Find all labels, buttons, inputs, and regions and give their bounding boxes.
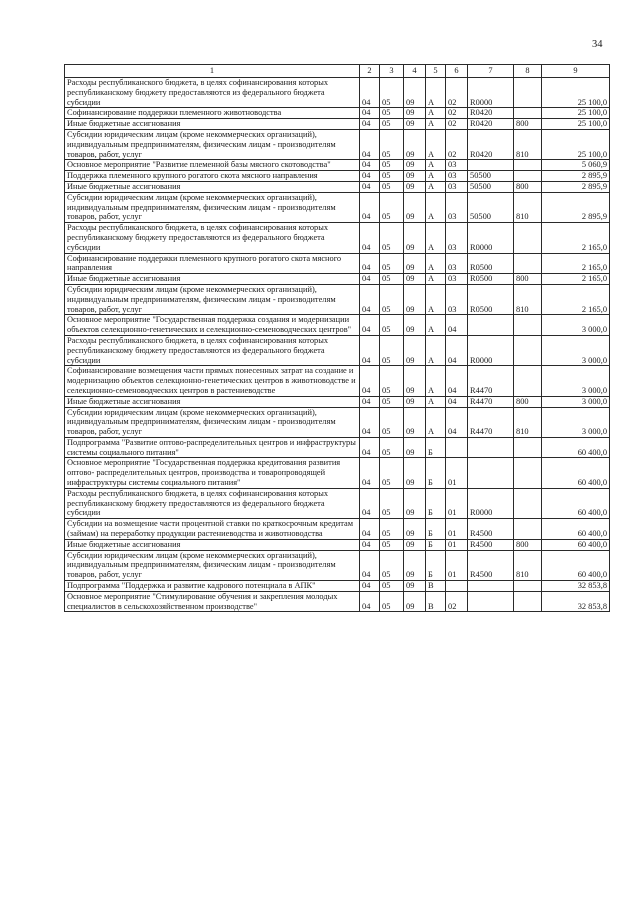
row-code-cell: 05: [380, 253, 404, 274]
row-code-cell: [514, 488, 542, 518]
row-code-cell: [514, 437, 542, 458]
row-amount-cell: 60 400,0: [542, 437, 610, 458]
row-code-cell: 810: [514, 129, 542, 159]
row-code-cell: А: [426, 274, 446, 285]
table-body: [65, 78, 610, 612]
row-code-cell: [468, 315, 514, 336]
row-code-cell: А: [426, 119, 446, 130]
row-amount-cell: 60 400,0: [542, 488, 610, 518]
row-code-cell: 01: [446, 539, 468, 550]
column-header: 3: [380, 65, 404, 78]
table-row: [65, 407, 610, 437]
row-code-cell: [468, 458, 514, 488]
row-code-cell: 04: [360, 366, 380, 396]
row-code-cell: [514, 335, 542, 365]
row-code-cell: 05: [380, 78, 404, 108]
table-row: [65, 284, 610, 314]
row-code-cell: 05: [380, 581, 404, 592]
row-code-cell: 09: [404, 458, 426, 488]
row-code-cell: А: [426, 171, 446, 182]
row-code-cell: 05: [380, 550, 404, 580]
row-amount-cell: 25 100,0: [542, 108, 610, 119]
row-code-cell: 01: [446, 519, 468, 540]
table-row: [65, 366, 610, 396]
row-code-cell: 04: [360, 108, 380, 119]
row-code-cell: 09: [404, 315, 426, 336]
row-name-cell: Софинансирование поддержки племенного крупного рогатого скота мясного направления: [65, 253, 360, 274]
row-name-cell: Подпрограмма "Поддержка и развитие кадрового потенциала в АПК": [65, 581, 360, 592]
row-code-cell: А: [426, 253, 446, 274]
row-amount-cell: 3 000,0: [542, 366, 610, 396]
row-code-cell: 02: [446, 78, 468, 108]
row-code-cell: [468, 591, 514, 612]
row-code-cell: 02: [446, 591, 468, 612]
row-amount-cell: 25 100,0: [542, 78, 610, 108]
row-code-cell: 09: [404, 407, 426, 437]
row-code-cell: R0500: [468, 274, 514, 285]
row-code-cell: 04: [360, 407, 380, 437]
row-code-cell: 04: [360, 550, 380, 580]
row-code-cell: R4500: [468, 539, 514, 550]
table-row: [65, 192, 610, 222]
row-code-cell: 04: [360, 119, 380, 130]
row-amount-cell: 2 165,0: [542, 274, 610, 285]
row-code-cell: 09: [404, 581, 426, 592]
row-amount-cell: 3 000,0: [542, 315, 610, 336]
row-code-cell: А: [426, 407, 446, 437]
row-code-cell: А: [426, 284, 446, 314]
row-code-cell: R0000: [468, 78, 514, 108]
row-code-cell: [468, 437, 514, 458]
row-code-cell: 04: [360, 335, 380, 365]
row-code-cell: 03: [446, 171, 468, 182]
row-code-cell: 04: [360, 160, 380, 171]
row-code-cell: 09: [404, 171, 426, 182]
row-amount-cell: 60 400,0: [542, 519, 610, 540]
row-code-cell: R0420: [468, 108, 514, 119]
row-code-cell: 05: [380, 539, 404, 550]
row-code-cell: [514, 108, 542, 119]
table-row: [65, 160, 610, 171]
table-row: [65, 181, 610, 192]
table-row: [65, 78, 610, 108]
row-amount-cell: 2 165,0: [542, 253, 610, 274]
row-code-cell: А: [426, 192, 446, 222]
header-row: [65, 65, 610, 78]
row-code-cell: Б: [426, 437, 446, 458]
row-amount-cell: 2 895,9: [542, 171, 610, 182]
table-row: [65, 591, 610, 612]
row-code-cell: 05: [380, 171, 404, 182]
row-code-cell: R4500: [468, 519, 514, 540]
row-code-cell: [468, 160, 514, 171]
row-name-cell: Субсидии юридическим лицам (кроме некоммерческих организаций), индивидуальным предпринимателям, физическим лицам - производителям товаров, работ, услуг: [65, 284, 360, 314]
column-header: 1: [65, 65, 360, 78]
row-code-cell: 50500: [468, 171, 514, 182]
row-code-cell: 04: [446, 366, 468, 396]
row-code-cell: А: [426, 181, 446, 192]
row-code-cell: [468, 581, 514, 592]
row-code-cell: 05: [380, 108, 404, 119]
table-row: [65, 550, 610, 580]
row-code-cell: [514, 366, 542, 396]
budget-table: [64, 64, 610, 612]
column-header: 2: [360, 65, 380, 78]
row-code-cell: 04: [360, 253, 380, 274]
row-name-cell: Основное мероприятие "Развитие племенной базы мясного скотоводства": [65, 160, 360, 171]
row-code-cell: 05: [380, 284, 404, 314]
row-code-cell: А: [426, 396, 446, 407]
row-code-cell: 01: [446, 550, 468, 580]
row-code-cell: 09: [404, 396, 426, 407]
row-code-cell: 03: [446, 160, 468, 171]
row-code-cell: [514, 591, 542, 612]
row-code-cell: 05: [380, 407, 404, 437]
row-code-cell: 04: [446, 335, 468, 365]
row-code-cell: R0500: [468, 284, 514, 314]
row-code-cell: R0420: [468, 129, 514, 159]
row-name-cell: Иные бюджетные ассигнования: [65, 119, 360, 130]
row-code-cell: 09: [404, 181, 426, 192]
row-name-cell: Субсидии юридическим лицам (кроме некоммерческих организаций), индивидуальным предпринимателям, физическим лицам - производителям товаров, работ, услуг: [65, 550, 360, 580]
table-row: [65, 539, 610, 550]
row-code-cell: 04: [360, 488, 380, 518]
row-code-cell: 800: [514, 119, 542, 130]
row-amount-cell: 3 000,0: [542, 396, 610, 407]
column-header: 8: [514, 65, 542, 78]
page-number: 34: [592, 39, 603, 50]
row-amount-cell: 2 165,0: [542, 223, 610, 253]
row-code-cell: [514, 223, 542, 253]
table-row: [65, 223, 610, 253]
row-code-cell: 810: [514, 284, 542, 314]
row-amount-cell: 2 895,9: [542, 192, 610, 222]
row-code-cell: А: [426, 223, 446, 253]
row-name-cell: Расходы республиканского бюджета, в целях софинансирования которых республиканскому бюджету предоставляются из федерального бюджета субсидии: [65, 335, 360, 365]
row-code-cell: 03: [446, 284, 468, 314]
row-name-cell: Иные бюджетные ассигнования: [65, 181, 360, 192]
row-name-cell: Подпрограмма "Развитие оптово-распределительных центров и инфраструктуры системы социального питания": [65, 437, 360, 458]
row-code-cell: 09: [404, 108, 426, 119]
table-row: [65, 335, 610, 365]
row-code-cell: 04: [446, 315, 468, 336]
row-code-cell: 04: [360, 284, 380, 314]
row-name-cell: Субсидии юридическим лицам (кроме некоммерческих организаций), индивидуальным предпринимателям, физическим лицам - производителям товаров, работ, услуг: [65, 407, 360, 437]
row-code-cell: 04: [360, 591, 380, 612]
row-code-cell: 01: [446, 458, 468, 488]
row-code-cell: [446, 581, 468, 592]
row-code-cell: 09: [404, 519, 426, 540]
row-code-cell: 02: [446, 119, 468, 130]
row-code-cell: 04: [360, 78, 380, 108]
row-code-cell: 02: [446, 108, 468, 119]
row-code-cell: А: [426, 366, 446, 396]
table-row: [65, 253, 610, 274]
column-header: 4: [404, 65, 426, 78]
row-code-cell: 05: [380, 129, 404, 159]
row-code-cell: Б: [426, 519, 446, 540]
row-code-cell: 09: [404, 274, 426, 285]
row-code-cell: Б: [426, 550, 446, 580]
row-name-cell: Иные бюджетные ассигнования: [65, 274, 360, 285]
row-code-cell: [514, 458, 542, 488]
row-code-cell: 09: [404, 223, 426, 253]
row-code-cell: 04: [360, 396, 380, 407]
row-name-cell: Софинансирование возмещения части прямых понесенных затрат на создание и модернизацию объектов селекционно-генетических центров в животноводстве и селекционно-семеноводческих центров в растениеводстве: [65, 366, 360, 396]
table-row: [65, 119, 610, 130]
row-amount-cell: 60 400,0: [542, 458, 610, 488]
row-code-cell: R4470: [468, 407, 514, 437]
row-code-cell: 04: [360, 458, 380, 488]
row-code-cell: 09: [404, 488, 426, 518]
table-row: [65, 396, 610, 407]
row-code-cell: 05: [380, 315, 404, 336]
table-row: [65, 458, 610, 488]
row-code-cell: 03: [446, 181, 468, 192]
row-code-cell: 05: [380, 192, 404, 222]
row-code-cell: А: [426, 315, 446, 336]
row-code-cell: 800: [514, 396, 542, 407]
row-code-cell: 05: [380, 396, 404, 407]
row-code-cell: 05: [380, 366, 404, 396]
row-amount-cell: 3 000,0: [542, 407, 610, 437]
row-code-cell: [514, 78, 542, 108]
row-code-cell: [514, 581, 542, 592]
row-amount-cell: 2 165,0: [542, 284, 610, 314]
row-code-cell: R4470: [468, 396, 514, 407]
row-code-cell: 09: [404, 78, 426, 108]
row-name-cell: Поддержка племенного крупного рогатого скота мясного направления: [65, 171, 360, 182]
table-row: [65, 437, 610, 458]
row-amount-cell: 25 100,0: [542, 129, 610, 159]
row-code-cell: 04: [360, 581, 380, 592]
row-code-cell: 03: [446, 274, 468, 285]
row-code-cell: В: [426, 591, 446, 612]
row-code-cell: 01: [446, 488, 468, 518]
row-code-cell: R4470: [468, 366, 514, 396]
row-code-cell: 04: [360, 129, 380, 159]
column-header: 6: [446, 65, 468, 78]
row-code-cell: 03: [446, 223, 468, 253]
row-amount-cell: 32 853,8: [542, 581, 610, 592]
row-code-cell: 09: [404, 366, 426, 396]
row-name-cell: Расходы республиканского бюджета, в целях софинансирования которых республиканскому бюджету предоставляются из федерального бюджета субсидии: [65, 488, 360, 518]
row-code-cell: В: [426, 581, 446, 592]
row-code-cell: А: [426, 129, 446, 159]
row-code-cell: 05: [380, 223, 404, 253]
row-code-cell: R0000: [468, 488, 514, 518]
row-code-cell: 04: [360, 315, 380, 336]
table-row: [65, 171, 610, 182]
row-code-cell: 04: [360, 519, 380, 540]
row-code-cell: R0000: [468, 223, 514, 253]
row-name-cell: Основное мероприятие "Стимулирование обучения и закрепления молодых специалистов в сельскохозяйственном производстве": [65, 591, 360, 612]
row-name-cell: Субсидии юридическим лицам (кроме некоммерческих организаций), индивидуальным предпринимателям, физическим лицам - производителям товаров, работ, услуг: [65, 192, 360, 222]
row-code-cell: 09: [404, 335, 426, 365]
row-code-cell: 09: [404, 591, 426, 612]
row-code-cell: 05: [380, 181, 404, 192]
row-code-cell: 03: [446, 253, 468, 274]
row-code-cell: 04: [446, 407, 468, 437]
row-code-cell: А: [426, 78, 446, 108]
row-code-cell: 04: [360, 437, 380, 458]
row-code-cell: 09: [404, 160, 426, 171]
row-code-cell: А: [426, 335, 446, 365]
row-code-cell: А: [426, 108, 446, 119]
table-row: [65, 108, 610, 119]
row-code-cell: А: [426, 160, 446, 171]
row-code-cell: 50500: [468, 192, 514, 222]
table-row: [65, 488, 610, 518]
row-code-cell: [446, 437, 468, 458]
row-code-cell: 05: [380, 274, 404, 285]
row-name-cell: Субсидии юридическим лицам (кроме некоммерческих организаций), индивидуальным предпринимателям, физическим лицам - производителям товаров, работ, услуг: [65, 129, 360, 159]
row-amount-cell: 60 400,0: [542, 550, 610, 580]
row-code-cell: 09: [404, 129, 426, 159]
row-code-cell: 810: [514, 407, 542, 437]
row-code-cell: 05: [380, 488, 404, 518]
row-code-cell: 800: [514, 181, 542, 192]
row-code-cell: 810: [514, 550, 542, 580]
row-amount-cell: 2 895,9: [542, 181, 610, 192]
row-name-cell: Иные бюджетные ассигнования: [65, 396, 360, 407]
column-header: 5: [426, 65, 446, 78]
row-code-cell: [514, 171, 542, 182]
row-code-cell: 03: [446, 192, 468, 222]
row-amount-cell: 3 000,0: [542, 335, 610, 365]
table-row: [65, 315, 610, 336]
row-name-cell: Расходы республиканского бюджета, в целях софинансирования которых республиканскому бюджету предоставляются из федерального бюджета субсидии: [65, 78, 360, 108]
row-name-cell: Софинансирование поддержки племенного животноводства: [65, 108, 360, 119]
row-code-cell: 09: [404, 550, 426, 580]
row-code-cell: 04: [446, 396, 468, 407]
row-code-cell: 09: [404, 253, 426, 274]
row-code-cell: 04: [360, 274, 380, 285]
row-code-cell: [514, 253, 542, 274]
row-name-cell: Иные бюджетные ассигнования: [65, 539, 360, 550]
row-amount-cell: 5 060,9: [542, 160, 610, 171]
table-row: [65, 519, 610, 540]
row-code-cell: 04: [360, 171, 380, 182]
row-name-cell: Субсидии на возмещение части процентной ставки по краткосрочным кредитам (займам) на переработку продукции растениеводства и животноводства: [65, 519, 360, 540]
row-code-cell: 04: [360, 181, 380, 192]
row-code-cell: 800: [514, 539, 542, 550]
row-code-cell: Б: [426, 488, 446, 518]
row-amount-cell: 60 400,0: [542, 539, 610, 550]
row-amount-cell: 25 100,0: [542, 119, 610, 130]
row-code-cell: 05: [380, 335, 404, 365]
row-code-cell: 02: [446, 129, 468, 159]
row-code-cell: 810: [514, 192, 542, 222]
row-code-cell: 09: [404, 284, 426, 314]
row-name-cell: Расходы республиканского бюджета, в целях софинансирования которых республиканскому бюджету предоставляются из федерального бюджета субсидии: [65, 223, 360, 253]
row-amount-cell: 32 853,8: [542, 591, 610, 612]
row-code-cell: Б: [426, 458, 446, 488]
table-row: [65, 129, 610, 159]
table-row: [65, 274, 610, 285]
row-code-cell: [514, 519, 542, 540]
row-code-cell: 50500: [468, 181, 514, 192]
row-code-cell: R0000: [468, 335, 514, 365]
row-code-cell: 05: [380, 458, 404, 488]
row-code-cell: 09: [404, 539, 426, 550]
row-code-cell: 05: [380, 519, 404, 540]
row-code-cell: Б: [426, 539, 446, 550]
row-code-cell: 04: [360, 192, 380, 222]
row-code-cell: 05: [380, 160, 404, 171]
row-code-cell: 800: [514, 274, 542, 285]
row-name-cell: Основное мероприятие "Государственная поддержка создания и модернизации объектов селекционно-генетических и селекционно-семеноводческих центров": [65, 315, 360, 336]
table-row: [65, 581, 610, 592]
row-code-cell: R4500: [468, 550, 514, 580]
row-code-cell: 05: [380, 591, 404, 612]
row-code-cell: 09: [404, 119, 426, 130]
row-code-cell: [514, 315, 542, 336]
row-code-cell: R0500: [468, 253, 514, 274]
column-header: 7: [468, 65, 514, 78]
row-code-cell: 09: [404, 192, 426, 222]
row-code-cell: R0420: [468, 119, 514, 130]
row-code-cell: 05: [380, 437, 404, 458]
row-code-cell: 09: [404, 437, 426, 458]
row-code-cell: 04: [360, 539, 380, 550]
column-header: 9: [542, 65, 610, 78]
row-code-cell: [514, 160, 542, 171]
row-name-cell: Основное мероприятие "Государственная поддержка кредитования развития оптово- распределительных центров, производства и товаропроводящей инфраструктуры системы социального питания": [65, 458, 360, 488]
row-code-cell: 05: [380, 119, 404, 130]
row-code-cell: 04: [360, 223, 380, 253]
